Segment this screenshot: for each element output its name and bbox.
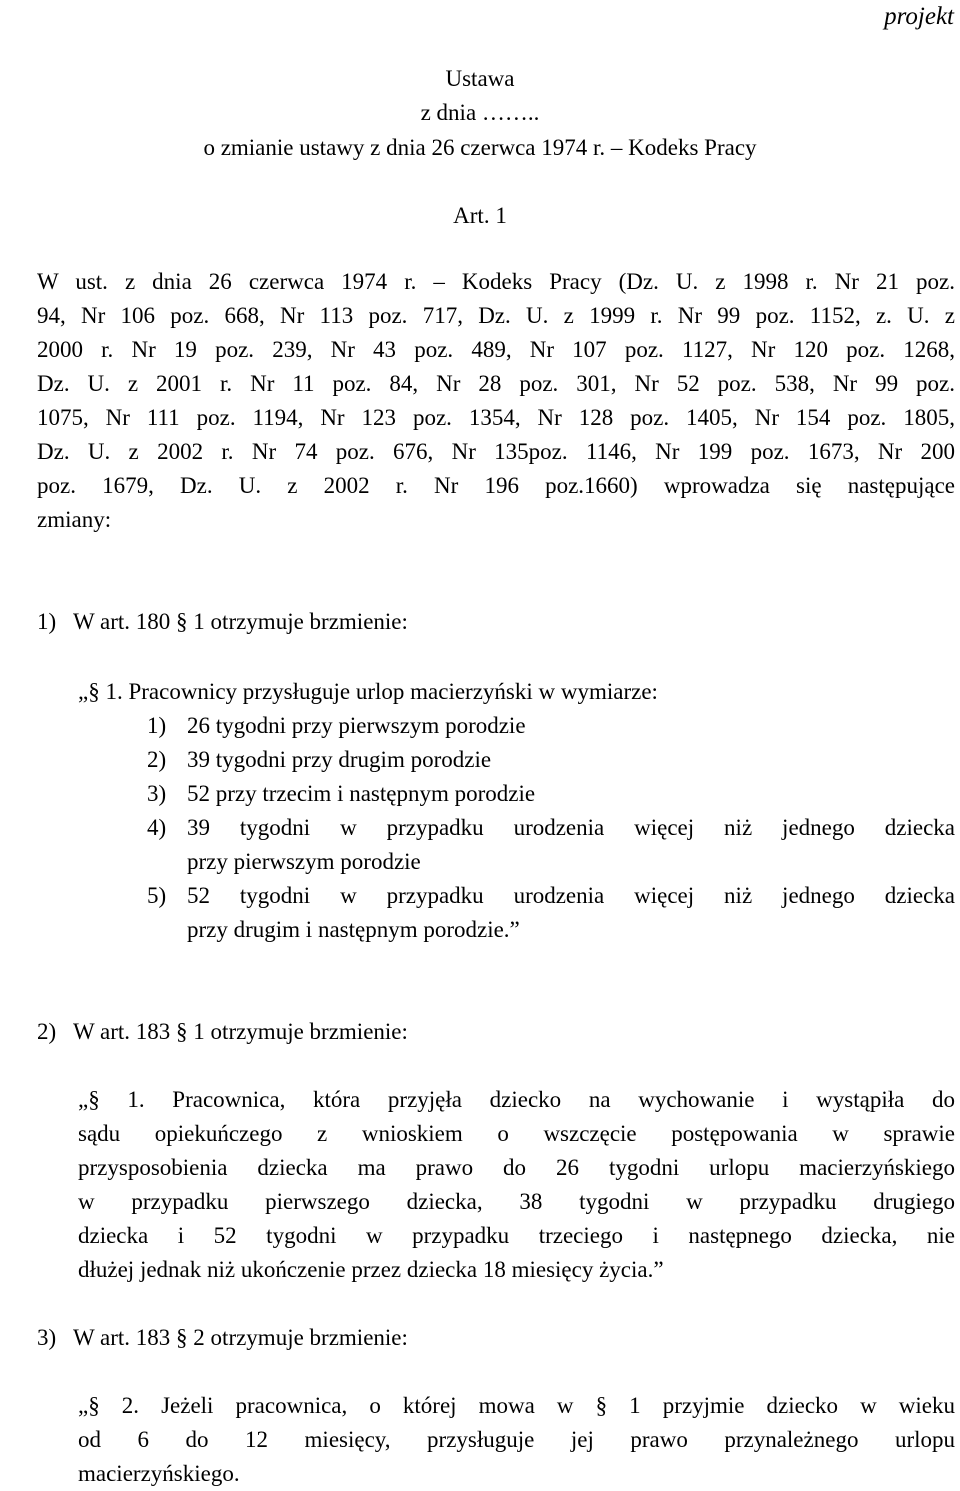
- subitem-4-continuation: przy pierwszym porodzie: [187, 849, 421, 874]
- change-text: W art. 180 § 1 otrzymuje brzmienie:: [73, 609, 408, 634]
- change-text: W art. 183 § 2 otrzymuje brzmienie:: [73, 1325, 408, 1350]
- intro-paragraph: [37, 265, 955, 537]
- subitem-number: 1): [147, 713, 167, 738]
- quote-line: macierzyńskiego.: [78, 1461, 240, 1486]
- quote-block-2: [78, 1083, 955, 1287]
- quote-line: dłużej jednak niż ukończenie przez dziecka 18 miesięcy życia.”: [78, 1257, 664, 1282]
- intro-line: 1075, Nr 111 poz. 1194, Nr 123 poz. 1354, Nr 128 poz. 1405, Nr 154 poz. 1805,: [37, 405, 955, 430]
- article-heading: Art. 1: [453, 203, 507, 228]
- subitem-1: [147, 709, 526, 743]
- quote-line: dziecka i 52 tygodni w przypadku trzeciego i następnego dziecka, nie: [78, 1223, 955, 1248]
- change-text: W art. 183 § 1 otrzymuje brzmienie:: [73, 1019, 408, 1044]
- subitem-5-number: 5): [147, 883, 167, 908]
- subitem-4-text: 39 tygodni w przypadku urodzenia więcej niż jednego dziecka: [187, 815, 955, 840]
- title-ustawa: Ustawa: [445, 66, 515, 91]
- change-item-1: [37, 605, 408, 639]
- subitem-2: [147, 743, 491, 777]
- intro-line: W ust. z dnia 26 czerwca 1974 r. – Kodeks Pracy (Dz. U. z 1998 r. Nr 21 poz.: [37, 269, 955, 294]
- quote-line: w przypadku pierwszego dziecka, 38 tygodni w przypadku drugiego: [78, 1189, 955, 1214]
- title-date: z dnia ……..: [420, 100, 540, 125]
- quote-line: „§ 2. Jeżeli pracownica, o której mowa w § 1 przyjmie dziecko w wieku: [78, 1393, 955, 1418]
- intro-line: Dz. U. z 2002 r. Nr 74 poz. 676, Nr 135poz. 1146, Nr 199 poz. 1673, Nr 200: [37, 439, 955, 464]
- intro-line: poz. 1679, Dz. U. z 2002 r. Nr 196 poz.1660) wprowadza się następujące: [37, 473, 955, 498]
- quote-line: od 6 do 12 miesięcy, przysługuje jej prawo przynależnego urlopu: [78, 1427, 955, 1452]
- change-number: 2): [37, 1019, 57, 1044]
- intro-line: zmiany:: [37, 507, 112, 532]
- quote-block-3: [78, 1389, 955, 1491]
- draft-label: projekt: [884, 3, 954, 30]
- subitem-5-text: 52 tygodni w przypadku urodzenia więcej niż jednego dziecka: [187, 883, 955, 908]
- subitem-text: 26 tygodni przy pierwszym porodzie: [187, 713, 526, 738]
- quote-line: „§ 1. Pracownica, która przyjęła dziecko na wychowanie i wystąpiła do: [78, 1087, 955, 1112]
- title-subject: o zmianie ustawy z dnia 26 czerwca 1974 r. – Kodeks Pracy: [203, 135, 757, 160]
- subitem-text: 52 przy trzecim i następnym porodzie: [187, 781, 536, 806]
- subitem-number: 3): [147, 781, 167, 806]
- quote-line: „§ 1. Pracownicy przysługuje urlop macierzyński w wymiarze:: [78, 679, 658, 704]
- change-number: 1): [37, 609, 57, 634]
- change-item-2: [37, 1015, 408, 1049]
- quote-line: przysposobienia dziecka ma prawo do 26 tygodni urlopu macierzyńskiego: [78, 1155, 955, 1180]
- intro-line: 94, Nr 106 poz. 668, Nr 113 poz. 717, Dz. U. z 1999 r. Nr 99 poz. 1152, z. U. z: [37, 303, 955, 328]
- subitem-text: 39 tygodni przy drugim porodzie: [187, 747, 492, 772]
- intro-line: 2000 r. Nr 19 poz. 239, Nr 43 poz. 489, Nr 107 poz. 1127, Nr 120 poz. 1268,: [37, 337, 955, 362]
- subitem-number: 2): [147, 747, 167, 772]
- quote-line: sądu opiekuńczego z wnioskiem o wszczęcie postępowania w sprawie: [78, 1121, 955, 1146]
- subitem-4-number: 4): [147, 815, 167, 840]
- subitem-3: [147, 777, 535, 811]
- change-item-3: [37, 1321, 408, 1355]
- intro-line: Dz. U. z 2001 r. Nr 11 poz. 84, Nr 28 poz. 301, Nr 52 poz. 538, Nr 99 poz.: [37, 371, 955, 396]
- subitem-5-continuation: przy drugim i następnym porodzie.”: [187, 917, 520, 942]
- change-number: 3): [37, 1325, 57, 1350]
